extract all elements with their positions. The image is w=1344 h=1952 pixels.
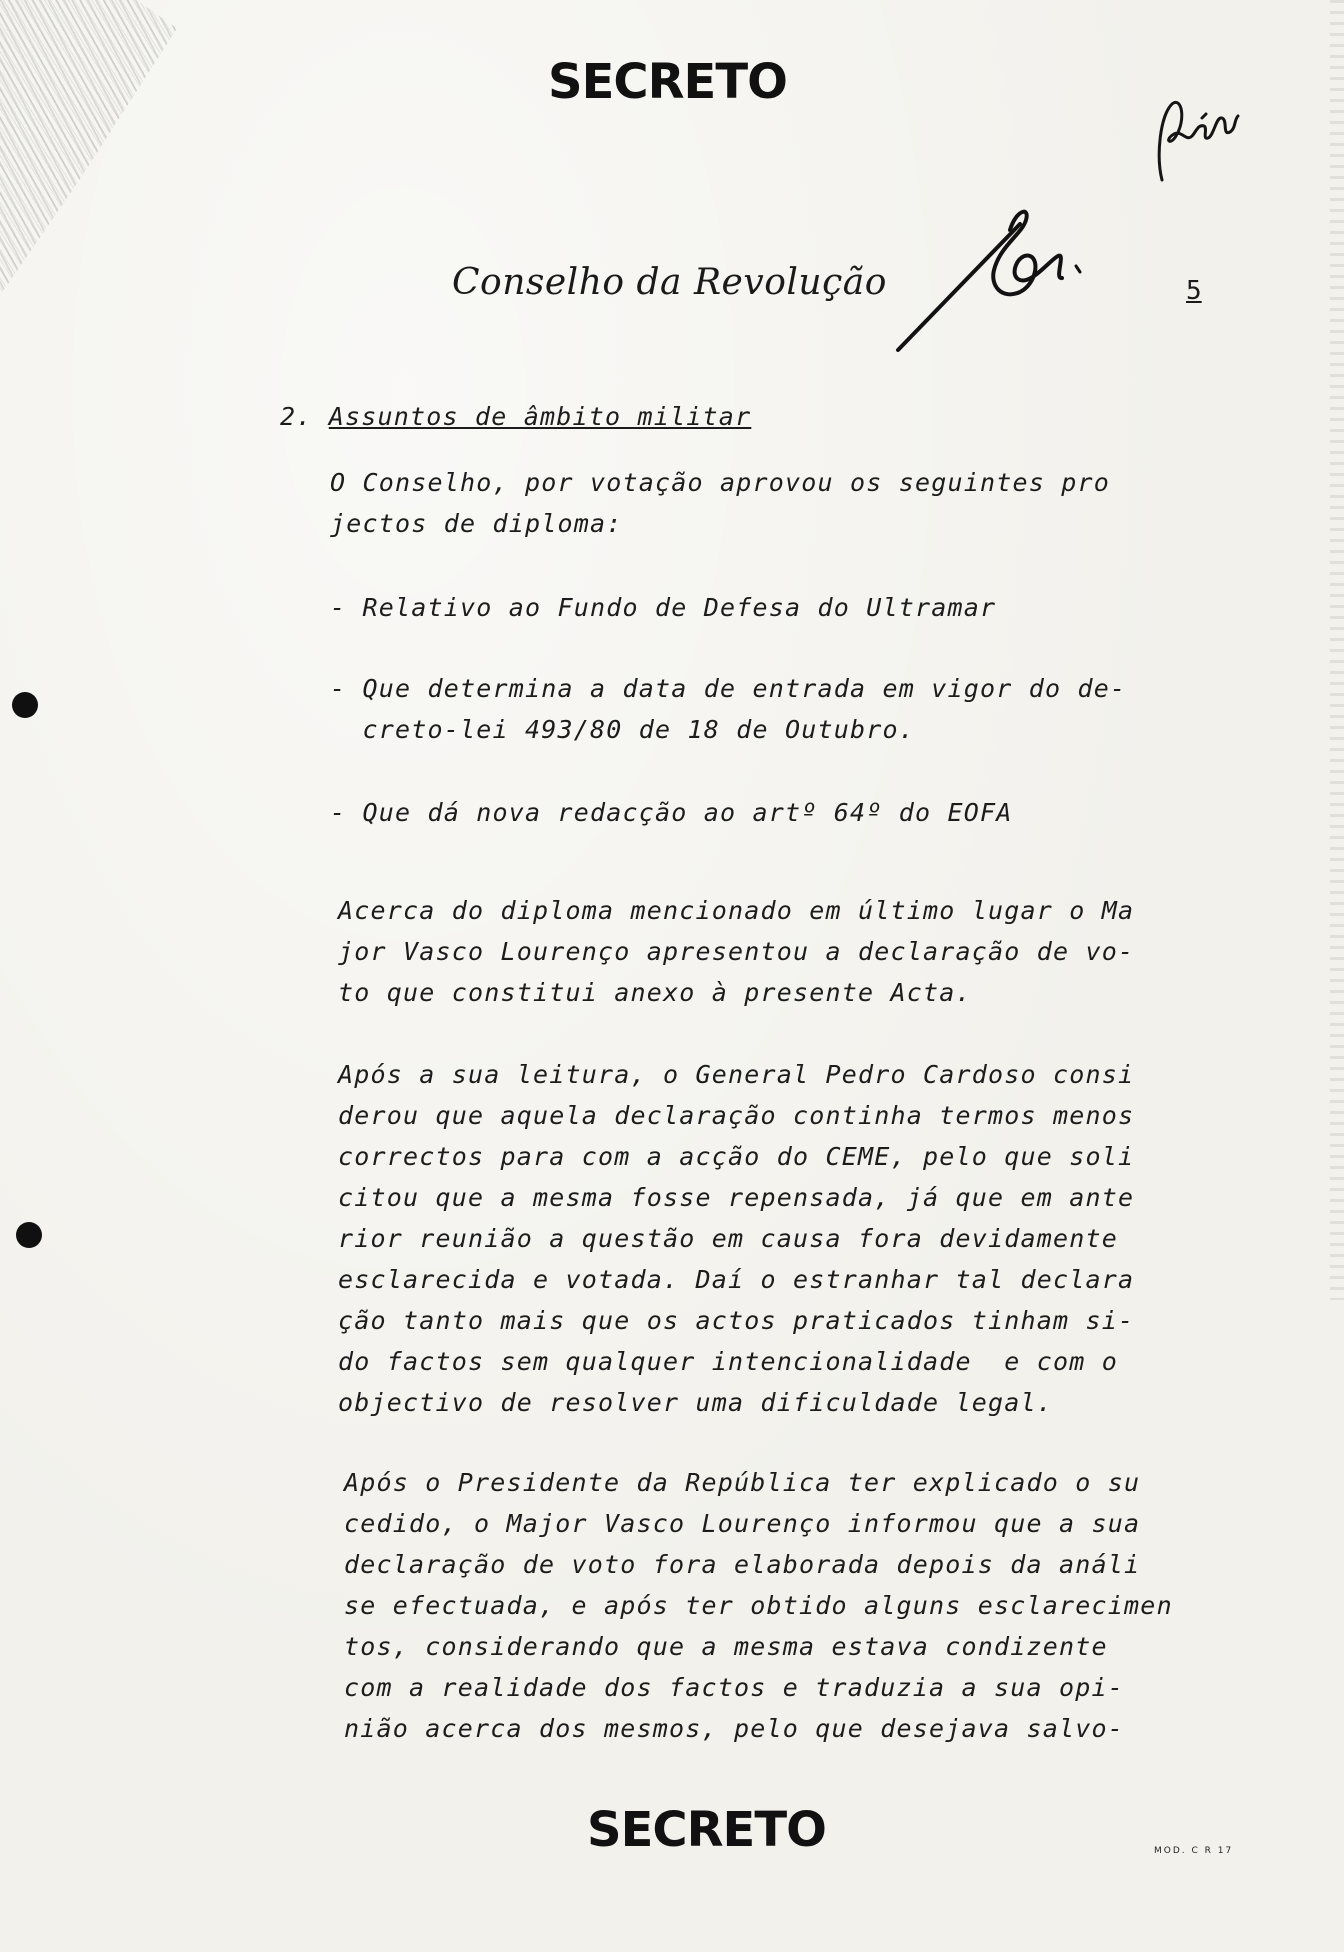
paragraph <box>344 1462 1173 1749</box>
text-line: com a realidade dos factos e traduzia a sua opi- <box>344 1673 1125 1702</box>
text-line: Acerca do diploma mencionado em último lugar o Ma <box>338 896 1135 925</box>
text-line: to que constitui anexo à presente Acta. <box>338 978 972 1007</box>
paragraph <box>338 890 1134 1013</box>
form-code: MOD. C R 17 <box>1154 1846 1234 1856</box>
handwritten-rubric-icon <box>1152 96 1242 188</box>
text-line: nião acerca dos mesmos, pelo que desejava salvo- <box>344 1714 1125 1743</box>
section-number: 2. <box>280 402 313 431</box>
intro-paragraph <box>330 462 1110 544</box>
text-line: cedido, o Major Vasco Lourenço informou que a sua <box>344 1509 1141 1538</box>
text-line: - Relativo ao Fundo de Defesa do Ultramar <box>330 593 997 622</box>
text-line: - Que determina a data de entrada em vigor do de- <box>330 674 1127 703</box>
scan-edge-artifact <box>1330 0 1344 1300</box>
page-number: 5 <box>1186 276 1202 306</box>
text-line: O Conselho, por votação aprovou os seguintes pro <box>330 468 1111 497</box>
list-item <box>330 668 1126 750</box>
text-line: correctos para com a acção do CEME, pelo que soli <box>338 1142 1135 1171</box>
text-line: objectivo de resolver uma dificuldade legal. <box>338 1388 1054 1417</box>
text-line: jor Vasco Lourenço apresentou a declaração de vo- <box>338 937 1135 966</box>
text-line: tos, considerando que a mesma estava condizente <box>344 1632 1108 1661</box>
punch-hole-icon <box>12 692 38 718</box>
text-line: Após a sua leitura, o General Pedro Cardoso consi <box>338 1060 1135 1089</box>
punch-hole-icon <box>16 1222 42 1248</box>
classification-stamp-bottom: SECRETO <box>587 1802 826 1858</box>
text-line: rior reunião a questão em causa fora devidamente <box>338 1224 1119 1253</box>
scan-artifact <box>0 0 210 310</box>
section-heading <box>280 396 751 437</box>
text-line: ção tanto mais que os actos praticados tinham si- <box>338 1306 1135 1335</box>
text-line: citou que a mesma fosse repensada, já que em ante <box>338 1183 1135 1212</box>
classification-stamp-top: SECRETO <box>548 54 787 110</box>
text-line: do factos sem qualquer intencionalidade e com o <box>338 1347 1119 1376</box>
text-line: Após o Presidente da República ter explicado o su <box>344 1468 1141 1497</box>
list-item <box>330 587 996 628</box>
text-line: esclarecida e votada. Daí o estranhar tal declara <box>338 1265 1135 1294</box>
text-line: derou que aquela declaração continha termos menos <box>338 1101 1135 1130</box>
list-item <box>330 792 1013 833</box>
text-line: jectos de diploma: <box>330 509 623 538</box>
text-line: - Que dá nova redacção ao artº 64º do EOFA <box>330 798 1013 827</box>
text-line: creto-lei 493/80 de 18 de Outubro. <box>330 715 916 744</box>
section-title: Assuntos de âmbito militar <box>328 402 752 431</box>
paragraph <box>338 1054 1134 1423</box>
handwritten-initials-icon <box>890 200 1100 360</box>
letterhead: Conselho da Revolução <box>452 262 887 303</box>
text-line: declaração de voto fora elaborada depois da análi <box>344 1550 1141 1579</box>
text-line: se efectuada, e após ter obtido alguns esclarecimen <box>344 1591 1173 1620</box>
